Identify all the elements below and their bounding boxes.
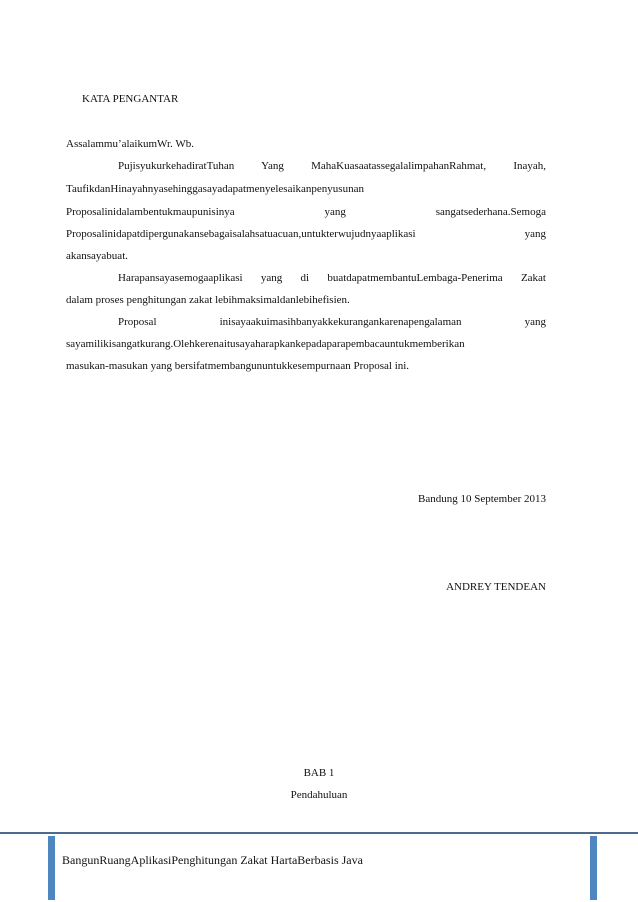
place-date: Bandung 10 September 2013 <box>417 493 546 505</box>
footer-left-border <box>48 836 55 900</box>
paragraph-line: Proposalinidapatdipergunakansebagaisalahsatuacuan,untukterwujudnyaaplikasi yang <box>66 228 546 240</box>
salutation: Assalammu’alaikumWr. Wb. <box>66 138 194 150</box>
paragraph-line: Proposalinidalambentukmaupunisinya yang sangatsederhana.Semoga <box>66 206 546 218</box>
paragraph-line: akansayabuat. <box>66 250 128 262</box>
footer-rule <box>0 832 638 834</box>
author-name: ANDREY TENDEAN <box>446 581 546 593</box>
paragraph-line: TaufikdanHinayahnyasehinggasayadapatmenyelesaikanpenyusunan <box>66 183 364 195</box>
paragraph-line: PujisyukurkehadiratTuhan Yang MahaKuasaatassegalalimpahanRahmat, Inayah, <box>118 160 546 172</box>
paragraph-line: sayamilikisangatkurang.Olehkerenaitusayaharapkankepadaparapembacauntukmemberikan <box>66 338 465 350</box>
paragraph-line: dalam proses penghitungan zakat lebihmaksimaldanlebihefisien. <box>66 294 350 306</box>
chapter-title: Pendahuluan <box>290 789 348 801</box>
paragraph-line: Harapansayasemogaaplikasi yang di buatdapatmembantuLembaga-Penerima Zakat <box>118 272 546 284</box>
footer-text: BangunRuangAplikasiPenghitungan Zakat HartaBerbasis Java <box>62 853 363 867</box>
footer-right-border <box>590 836 597 900</box>
chapter-number: BAB 1 <box>303 767 335 779</box>
paragraph-line: masukan-masukan yang bersifatmembangununtukkesempurnaan Proposal ini. <box>66 360 410 372</box>
paragraph-line: Proposal inisayaakuimasihbanyakkekurangankarenapengalaman yang <box>118 316 546 328</box>
page-title: KATA PENGANTAR <box>82 93 179 105</box>
